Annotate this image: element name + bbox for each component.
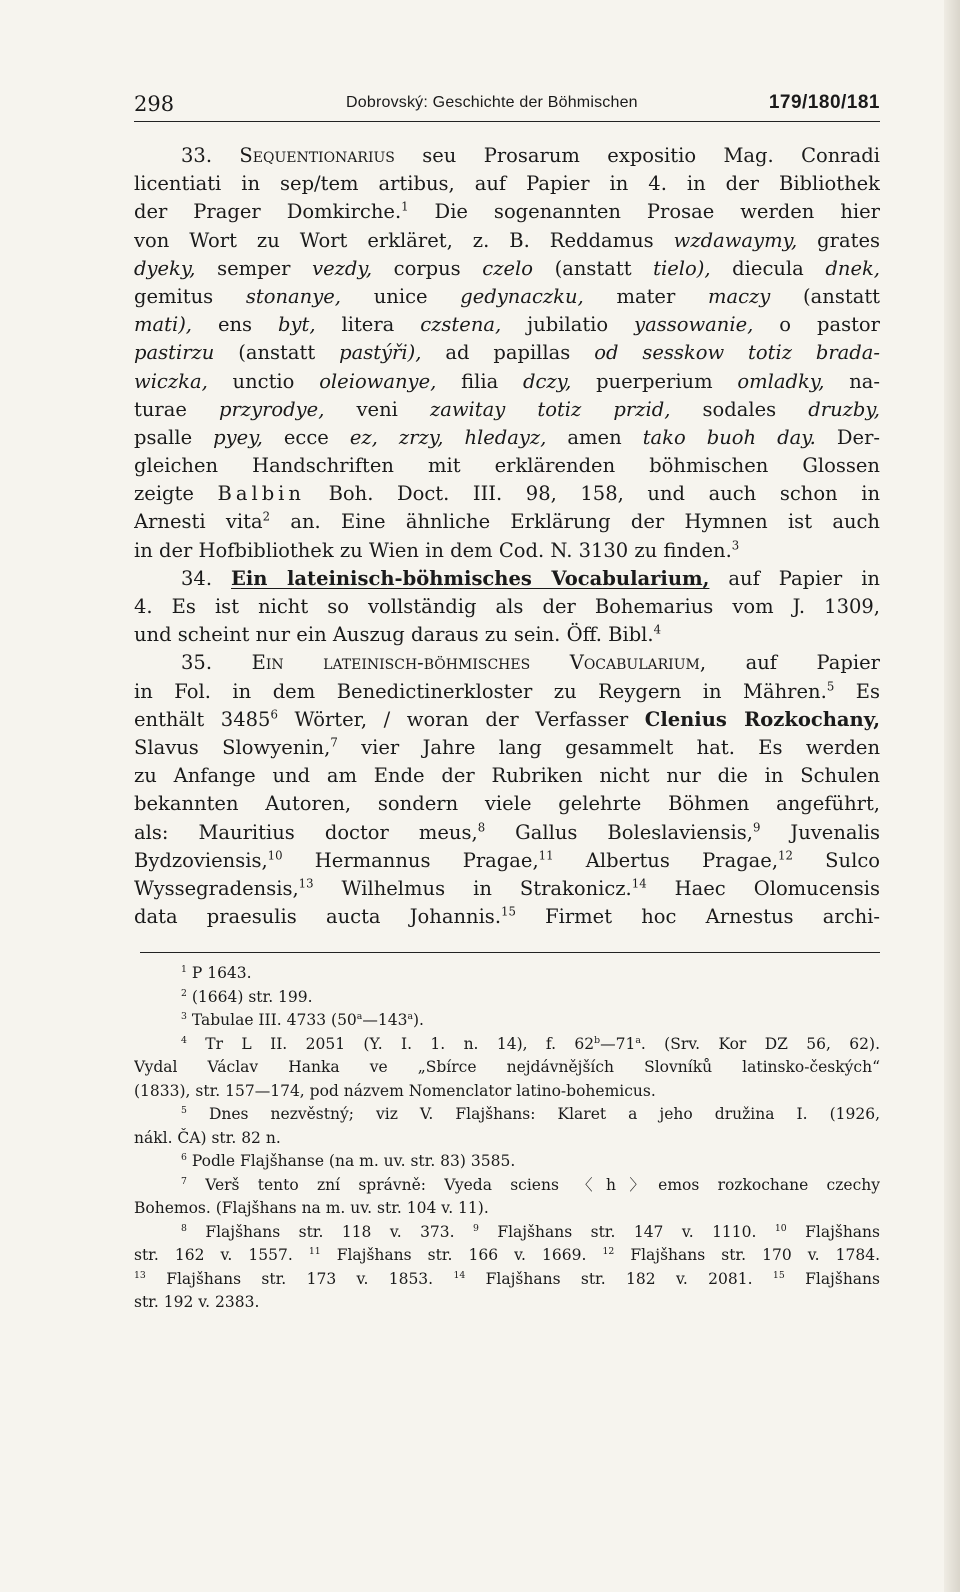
section-numbers: 179/180/181 <box>768 92 880 113</box>
text-run: pastirzu <box>134 341 215 365</box>
text-run: sodales <box>670 397 809 421</box>
footnote-rule <box>140 952 880 953</box>
body-line <box>134 396 880 424</box>
text-run: Flajšhans str. 166 v. 1669. <box>320 1246 603 1264</box>
body-line <box>134 170 880 198</box>
text-run: vezdy, <box>312 256 373 280</box>
text-run: und scheint nur ein Auszug daraus zu sein. Öff. Bibl. <box>134 623 654 647</box>
footnote-line <box>134 962 880 986</box>
text-run: zu Anfange und am Ende der Rubriken nicht nur die in Schulen <box>134 764 880 788</box>
text-run: tako buoh day. <box>642 425 816 449</box>
text-run: (1664) str. 199. <box>186 987 313 1006</box>
text-run: 3 <box>731 538 740 553</box>
body-line <box>134 368 880 396</box>
footnote-line <box>134 1197 880 1221</box>
text-run: gleichen Handschriften mit erklärenden böhmischen Glossen <box>134 454 880 478</box>
text-run: (1833), str. 157—174, pod názvem Nomenclator latino-bohemicus. <box>134 1081 656 1100</box>
text-run: psalle <box>134 425 214 449</box>
text-run: yassowanie, <box>634 313 754 337</box>
text-run: corpus <box>372 256 483 280</box>
text-run: Flajšhans str. 147 v. 1110. <box>478 1222 775 1241</box>
text-run: 7 <box>330 735 338 750</box>
body-line <box>134 762 880 790</box>
text-run: czelo <box>482 256 534 280</box>
body-line <box>134 311 880 339</box>
text-run: 4 <box>653 622 662 637</box>
text-run: an. Eine ähnliche Erklärung der Hymnen ist auch <box>270 510 880 534</box>
text-run: 35. <box>181 651 252 675</box>
text-run: in Fol. in dem Benedictinerkloster zu Reygern in Mähren. <box>134 679 827 703</box>
text-run: a <box>407 1010 413 1022</box>
text-run: Juvenalis <box>760 820 880 844</box>
text-run: wzdawaymy, <box>673 228 798 252</box>
text-run: Dnes nezvěstný; viz V. Flajšhans: Klaret a jeho družina I. (1926, <box>186 1105 880 1123</box>
text-run: diecula <box>710 256 826 280</box>
text-run: auf Papier <box>706 651 880 675</box>
text-run: dyeky, <box>134 256 196 280</box>
text-run: 14 <box>631 876 647 891</box>
body-line <box>134 424 880 452</box>
text-run: 8 <box>181 1222 187 1234</box>
text-run: 11 <box>538 848 554 863</box>
text-run: Wyssegradensis, <box>134 876 299 900</box>
text-run: Arnesti vita <box>134 510 263 534</box>
text-run: 9 <box>752 820 761 834</box>
footnote-line <box>134 1244 880 1268</box>
footnote-line <box>134 1221 880 1245</box>
text-run: (anstatt <box>533 256 654 280</box>
text-run: czstena, <box>420 313 502 337</box>
text-run: seu Prosarum expositio Mag. Conradi <box>394 144 880 167</box>
text-run: od sesskow totiz brada- <box>594 341 880 365</box>
text-run: . (Srv. Kor DZ 56, 62). <box>640 1034 880 1053</box>
text-run: tielo), <box>653 256 711 280</box>
text-run: (anstatt <box>214 341 340 365</box>
text-run: 10 <box>267 848 283 863</box>
body-line <box>134 593 880 621</box>
footnote-line <box>134 986 880 1010</box>
text-run: oleiowanye, <box>319 369 437 393</box>
text-run: unice <box>340 284 461 308</box>
text-run: ens <box>192 313 278 337</box>
text-run: pastýři), <box>339 341 422 365</box>
text-run: 1 <box>181 963 187 975</box>
body-line <box>134 678 880 706</box>
text-run: przyrodye, <box>219 397 325 421</box>
footnote-line <box>134 1009 880 1033</box>
page-header <box>134 88 880 118</box>
body-line <box>134 903 880 931</box>
text-run: na- <box>824 369 880 393</box>
text-run: 3 <box>181 1010 187 1022</box>
text-run: 12 <box>778 848 793 863</box>
text-run: nákl. ČA) str. 82 n. <box>134 1128 281 1147</box>
text-run: Sulco <box>792 848 880 872</box>
text-run: grates <box>797 228 880 252</box>
body-line <box>134 819 880 847</box>
footnote-line <box>134 1174 880 1198</box>
text-run: —71 <box>600 1034 636 1053</box>
text-run: Gallus Boleslaviensis, <box>485 820 753 844</box>
text-run: puerperium <box>571 369 738 393</box>
text-run: Sequentionarius <box>239 144 395 167</box>
text-run: Flajšhans <box>784 1269 880 1288</box>
text-run: Clenius Rozkochany, <box>644 707 880 731</box>
text-run: Ein lateinisch-böhmisches Vocabularium, <box>251 651 707 675</box>
footnote-line <box>134 1056 880 1080</box>
text-run: str. 192 v. 2383. <box>134 1293 260 1311</box>
body-line <box>134 706 880 734</box>
text-run: Der- <box>815 425 880 449</box>
text-run: byt, <box>278 313 316 337</box>
text-run: 33. <box>181 144 240 167</box>
footnote-line <box>134 1033 880 1057</box>
body-line <box>134 537 880 565</box>
body-line <box>134 339 880 367</box>
text-run: dnek, <box>825 256 880 280</box>
text-run: Slavus Slowyenin, <box>134 735 331 759</box>
body-line <box>134 875 880 903</box>
text-run: 4. Es ist nicht so vollständig als der Bohemarius vom J. 1309, <box>134 595 880 618</box>
text-run: str. 162 v. 1557. <box>134 1246 309 1264</box>
body-line <box>134 790 880 818</box>
text-run: Podle Flajšhanse (na m. uv. str. 83) 3585. <box>186 1152 516 1170</box>
text-run: 14 <box>453 1269 466 1281</box>
text-run: unctio <box>207 369 320 393</box>
body-line <box>134 508 880 536</box>
text-run: Flajšhans str. 173 v. 1853. <box>145 1269 454 1288</box>
body-line <box>134 255 880 283</box>
text-run: 5 <box>826 679 835 694</box>
text-run: enthält 3485 <box>134 707 271 731</box>
footnote-line <box>134 1291 880 1315</box>
text-run: Firmet hoc Arnestus archi- <box>515 905 880 929</box>
text-run: 6 <box>270 707 278 722</box>
text-run: litera <box>315 313 421 337</box>
text-run: ecce <box>262 425 350 449</box>
text-run: 11 <box>308 1245 321 1257</box>
text-run: bekannten Autoren, sondern viele gelehrte Böhmen angeführt, <box>134 792 880 816</box>
text-run: Wilhelmus in Strakonicz. <box>313 876 632 900</box>
text-run: Flajšhans <box>786 1222 880 1241</box>
text-run: Ein lateinisch-böhmisches Vocabularium, <box>231 566 710 590</box>
text-run: 34. <box>181 566 231 590</box>
text-run: druzby, <box>808 397 880 421</box>
footnote-line <box>134 1150 880 1174</box>
text-run: turae <box>134 397 219 421</box>
main-text <box>134 142 880 931</box>
text-run: 6 <box>181 1151 187 1163</box>
text-run: Es <box>834 679 880 703</box>
text-run: mater <box>583 284 708 308</box>
text-run: data praesulis aucta Johannis. <box>134 905 502 929</box>
body-line <box>134 452 880 480</box>
text-run: pyey, <box>213 425 263 449</box>
text-run: o pastor <box>753 313 880 337</box>
text-run: b <box>594 1034 601 1046</box>
text-run: a <box>356 1010 363 1022</box>
footnote-line <box>134 1127 880 1151</box>
text-run: von Wort zu Wort erkläret, z. B. Reddamus <box>134 228 674 252</box>
text-run: Balbin <box>217 482 305 506</box>
text-run: gedynaczku, <box>460 284 584 308</box>
text-run: Flajšhans str. 170 v. 1784. <box>614 1246 880 1264</box>
text-run: 4 <box>181 1034 187 1046</box>
text-run: 7 <box>181 1175 187 1187</box>
body-line <box>134 621 880 649</box>
text-run: auf Papier in <box>709 566 880 590</box>
text-run: Flajšhans str. 182 v. 2081. <box>465 1269 773 1288</box>
body-line <box>134 565 880 593</box>
text-run: Haec Olomucensis <box>646 876 880 900</box>
text-run: Wörter, / woran der Verfasser <box>277 707 645 731</box>
text-run: 13 <box>134 1269 146 1281</box>
text-run: ez, zrzy, hledayz, <box>349 425 547 449</box>
text-run: 15 <box>501 904 516 919</box>
text-run: —143 <box>362 1011 408 1029</box>
text-run: Bydzoviensis, <box>134 848 268 872</box>
body-line <box>134 142 880 170</box>
text-run: 2 <box>262 509 271 524</box>
text-run: veni <box>324 397 430 421</box>
text-run: Bohemos. (Flajšhans na m. uv. str. 104 v. 11). <box>134 1199 489 1217</box>
text-run: maczy <box>708 284 771 308</box>
text-run: 12 <box>602 1245 615 1257</box>
body-line <box>134 734 880 762</box>
text-run: ad papillas <box>421 341 595 365</box>
header-rule <box>134 121 880 122</box>
text-run: 8 <box>477 820 486 834</box>
text-run: 13 <box>298 876 314 891</box>
body-line <box>134 480 880 508</box>
text-run: dczy, <box>522 369 572 393</box>
text-run: Vydal Václav Hanka ve „Sbírce nejdávnějších Slovníků latinsko-českých“ <box>134 1058 880 1076</box>
text-run: semper <box>195 256 313 280</box>
text-run: gemitus <box>134 284 246 308</box>
text-run: P 1643. <box>186 964 252 982</box>
text-run: 5 <box>181 1104 187 1116</box>
text-run: 15 <box>772 1269 785 1281</box>
body-line <box>134 649 880 677</box>
text-run: mati), <box>134 313 192 337</box>
footnote-line <box>134 1080 880 1104</box>
footnotes <box>134 962 880 1315</box>
text-run: 1 <box>401 199 409 214</box>
body-line <box>134 198 880 226</box>
text-run: 9 <box>473 1222 479 1234</box>
page-number: 298 <box>134 92 175 116</box>
footnote-line <box>134 1103 880 1127</box>
text-run: der Prager Domkirche. <box>134 200 402 224</box>
text-run: Tr L II. 2051 (Y. I. 1. n. 14), f. 62 <box>186 1034 595 1053</box>
text-run: a <box>635 1034 641 1046</box>
text-run: stonanye, <box>245 284 341 308</box>
text-run: Boh. Doct. III. 98, 158, und auch schon in <box>304 482 880 506</box>
text-run: in der Hofbibliothek zu Wien in dem Cod. N. 3130 zu finden. <box>134 538 732 562</box>
text-run: als: Mauritius doctor meus, <box>134 820 478 844</box>
text-run: filia <box>436 369 523 393</box>
text-run: wiczka, <box>134 369 208 393</box>
text-run: 10 <box>774 1222 787 1234</box>
text-run: zawitay totiz przid, <box>429 397 671 421</box>
body-line <box>134 227 880 255</box>
running-title: Dobrovský: Geschichte der Böhmischen <box>346 94 638 111</box>
text-run: Verš tento zní správně: Vyeda sciens 〈h〉emos rozkochane czechy <box>186 1175 880 1194</box>
text-run: vier Jahre lang gesammelt hat. Es werden <box>337 735 880 759</box>
text-run: (anstatt <box>770 284 880 308</box>
text-run: Albertus Pragae, <box>553 848 779 872</box>
page-edge-shadow <box>944 0 960 1592</box>
text-run: Hermannus Pragae, <box>282 848 539 872</box>
text-run: Tabulae III. 4733 (50 <box>186 1011 357 1029</box>
footnote-line <box>134 1268 880 1292</box>
text-run: Flajšhans str. 118 v. 373. <box>186 1222 473 1241</box>
body-line <box>134 283 880 311</box>
text-run: omladky, <box>737 369 825 393</box>
text-run: 2 <box>181 987 187 999</box>
body-line <box>134 847 880 875</box>
text-run: Die sogenannten Prosae werden hier <box>408 200 880 224</box>
text-run: amen <box>546 425 643 449</box>
text-run: ). <box>412 1011 424 1029</box>
text-run: zeigte <box>134 482 218 506</box>
text-run: jubilatio <box>501 313 635 337</box>
text-run: licentiati in sep/tem artibus, auf Papier in 4. in der Bibliothek <box>134 172 880 196</box>
